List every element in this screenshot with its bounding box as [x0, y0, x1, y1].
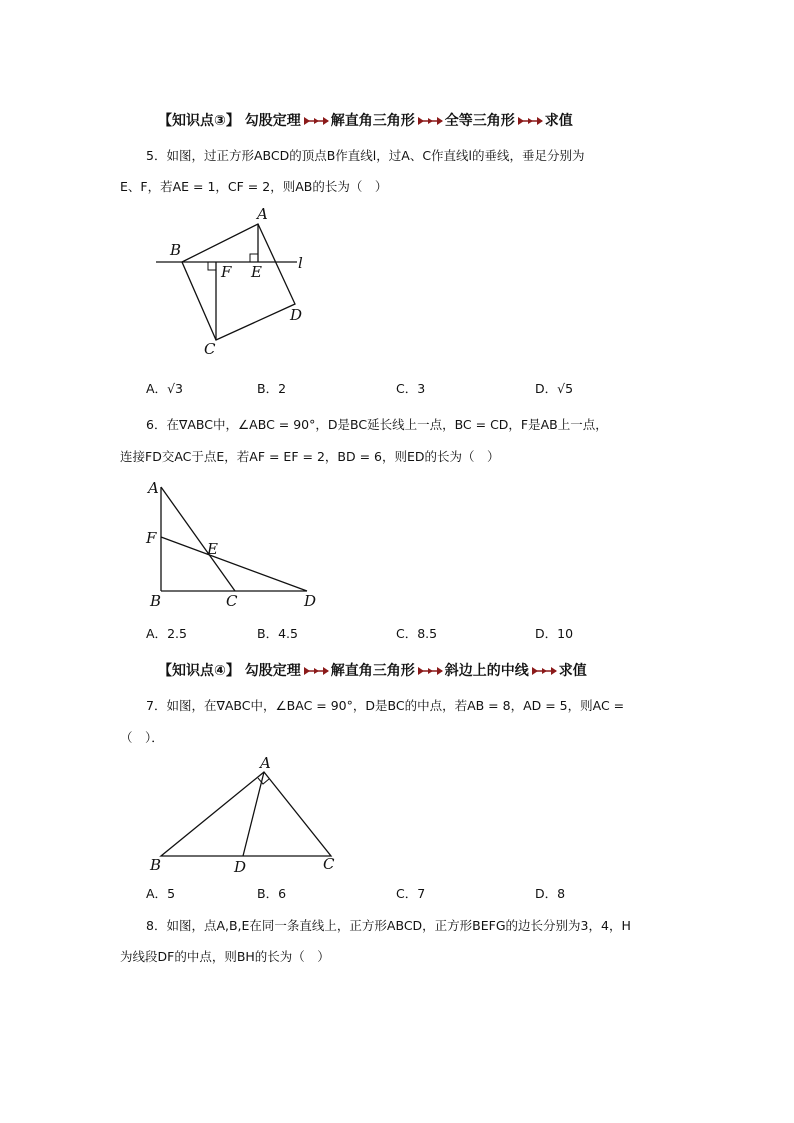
label-c: C: [323, 855, 335, 873]
question-number: 8．: [146, 918, 167, 933]
question-number: 6．: [146, 417, 167, 432]
q8-line2: 为线段DF的中点，则BH的长为（ ）: [120, 949, 330, 964]
question-text: 如图，过正方形ABCD的顶点B作直线l，过A、C作直线l的垂线，垂足分别为: [166, 148, 585, 163]
question-number: 5．: [146, 148, 167, 163]
q7-option-c[interactable]: C．7: [396, 886, 426, 901]
question-text: 如图，在∇ABC中，∠BAC = 90°，D是BC的中点，若AB = 8，AD = 5，则AC =: [166, 698, 625, 713]
q8-line1: [146, 916, 631, 934]
bracket-open: 【: [158, 113, 172, 129]
step-2: 解直角三角形: [330, 663, 415, 679]
section-title: 知识点③: [172, 113, 226, 129]
double-headed-arrow-icon: [302, 666, 330, 676]
step-1: 勾股定理: [244, 113, 301, 129]
label-f: F: [146, 529, 157, 547]
label-a: A: [257, 205, 268, 223]
q6-figure: [140, 475, 330, 610]
step-3: 全等三角形: [444, 113, 515, 129]
q6-line2: 连接FD交AC于点E，若AF = EF = 2，BD = 6，则ED的长为（ ）: [120, 449, 500, 464]
step-3: 斜边上的中线: [444, 663, 529, 679]
step-4: 求值: [544, 113, 573, 129]
label-b: B: [170, 241, 182, 259]
q6-option-d[interactable]: D．10: [535, 626, 574, 641]
q6-option-a[interactable]: A．2.5: [146, 626, 187, 641]
q5-figure: [150, 200, 320, 360]
section-title: 知识点④: [172, 663, 226, 679]
q7-option-d[interactable]: D．8: [535, 886, 566, 901]
label-b: B: [150, 856, 162, 874]
label-e: E: [207, 540, 218, 558]
q7-line1: [146, 696, 624, 714]
segment-fd: [161, 537, 307, 591]
double-headed-arrow-icon: [302, 116, 330, 126]
q7-option-b[interactable]: B．6: [257, 886, 287, 901]
double-headed-arrow-icon: [516, 116, 544, 126]
right-angle-mark: [208, 262, 216, 270]
label-f: F: [221, 263, 232, 281]
q7-option-a[interactable]: A．5: [146, 886, 176, 901]
bracket-close: 】: [225, 663, 240, 679]
right-angle-mark: [258, 778, 269, 784]
q7-line2: （ ）．: [120, 730, 164, 745]
label-l: l: [298, 254, 303, 272]
section4-heading: [158, 660, 587, 680]
label-a: A: [148, 479, 159, 497]
q7-figure: [145, 752, 345, 877]
question-text: 如图，点A,B,E在同一条直线上，正方形ABCD，正方形BEFG的边长分别为3，4，H: [166, 918, 631, 933]
question-text: 在∇ABC中，∠ABC = 90°，D是BC延长线上一点，BC = CD，F是AB上一点，: [166, 417, 608, 432]
label-a: A: [260, 754, 271, 772]
q5-option-a[interactable]: A．√3: [146, 381, 183, 396]
q5-option-d[interactable]: D．√5: [535, 381, 574, 396]
step-4: 求值: [558, 663, 587, 679]
label-b: B: [150, 592, 162, 610]
bracket-close: 】: [225, 113, 240, 129]
right-angle-mark: [250, 254, 258, 262]
double-headed-arrow-icon: [416, 666, 444, 676]
q6-option-b[interactable]: B．4.5: [257, 626, 298, 641]
step-1: 勾股定理: [244, 663, 301, 679]
section3-heading: [158, 110, 573, 130]
question-number: 7．: [146, 698, 167, 713]
label-d: D: [234, 858, 247, 876]
label-d: D: [304, 592, 317, 610]
label-d: D: [290, 306, 303, 324]
q5-line2: E、F，若AE = 1，CF = 2，则AB的长为（ ）: [120, 179, 388, 194]
label-c: C: [204, 340, 216, 358]
bracket-open: 【: [158, 663, 172, 679]
q5-option-b[interactable]: B．2: [257, 381, 287, 396]
q5-line1: [146, 146, 585, 164]
label-c: C: [226, 592, 238, 610]
segment-ac: [161, 487, 235, 591]
q6-option-c[interactable]: C．8.5: [396, 626, 438, 641]
double-headed-arrow-icon: [530, 666, 558, 676]
segment-ad: [243, 772, 264, 856]
double-headed-arrow-icon: [416, 116, 444, 126]
q6-line1: [146, 415, 608, 433]
step-2: 解直角三角形: [330, 113, 415, 129]
q5-option-c[interactable]: C．3: [396, 381, 426, 396]
label-e: E: [251, 263, 262, 281]
square-abcd: [182, 224, 295, 340]
